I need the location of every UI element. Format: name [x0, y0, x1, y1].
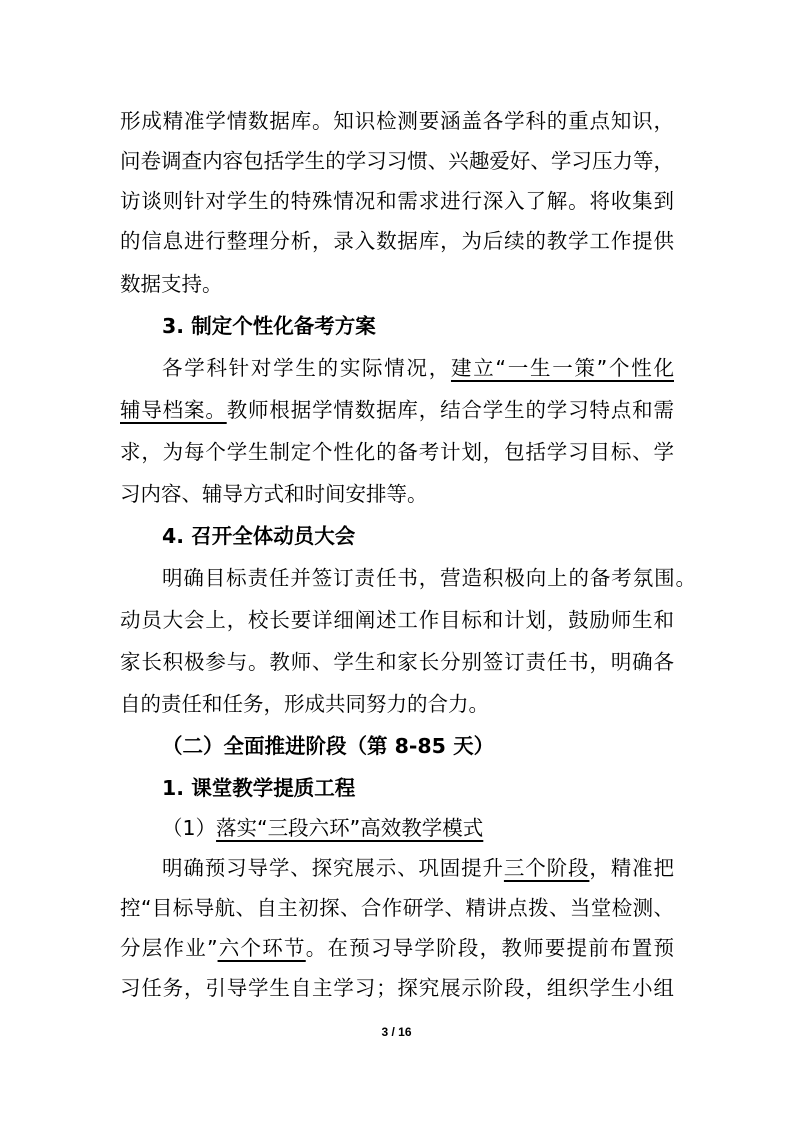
- underlined-text: 六个环节: [217, 936, 306, 960]
- heading-text: 1. 课堂教学提质工程: [162, 776, 356, 800]
- paragraph-line: [0, 642, 793, 682]
- paragraph-line: [0, 888, 793, 928]
- heading-text: 3. 制定个性化备考方案: [162, 314, 376, 338]
- paragraph-line: [0, 101, 793, 141]
- subsubsection-heading: [0, 808, 793, 848]
- paragraph-line: [0, 600, 793, 640]
- text-line: 访谈则针对学生的特殊情况和需求进行深入了解。将收集到: [120, 189, 674, 213]
- paragraph-line: [0, 558, 793, 598]
- paragraph-line: [0, 474, 793, 514]
- text-line: 习内容、辅导方式和时间安排等。: [120, 482, 428, 506]
- paragraph-line: [0, 141, 793, 181]
- text-line: 形成精准学情数据库。知识检测要涵盖各学科的重点知识，: [120, 109, 674, 133]
- paragraph-line: [0, 390, 793, 430]
- heading-text: （二）全面推进阶段（第 8-85 天）: [162, 734, 495, 758]
- text-line: 问卷调查内容包括学生的学习习惯、兴趣爱好、学习压力等，: [120, 149, 674, 173]
- text-segment: ，精准把: [589, 856, 675, 880]
- text-line: 家长积极参与。教师、学生和家长分别签订责任书，明确各: [120, 650, 674, 674]
- text-segment: 明确预习导学、探究展示、巩固提升: [162, 856, 504, 880]
- paragraph-line: [0, 181, 793, 221]
- paragraph-line: [0, 968, 793, 1008]
- text-line: 求，为每个学生制定个性化的备考计划，包括学习目标、学: [120, 440, 674, 464]
- text-line: 自的责任和任务，形成共同努力的合力。: [120, 692, 489, 716]
- paragraph-line: [0, 221, 793, 261]
- section-heading: [0, 726, 793, 766]
- heading-3: [0, 306, 793, 346]
- paragraph-line: [0, 264, 793, 304]
- paragraph-line: [0, 684, 793, 724]
- text-line: 数据支持。: [120, 272, 223, 296]
- underlined-text: 三个阶段: [503, 856, 590, 880]
- heading-number: （1）: [162, 816, 217, 840]
- text-segment: 。在预习导学阶段，教师要提前布置预: [305, 936, 675, 960]
- text-line: 的信息进行整理分析，录入数据库，为后续的教学工作提供: [120, 229, 674, 253]
- underlined-heading: 落实“三段六环”高效教学模式: [216, 816, 484, 840]
- paragraph-line: [0, 432, 793, 472]
- page-number: 3 / 16: [381, 1025, 412, 1039]
- text-line: 习任务，引导学生自主学习；探究展示阶段，组织学生小组: [120, 976, 674, 1000]
- heading-text: 4. 召开全体动员大会: [162, 524, 356, 548]
- subsection-heading: [0, 768, 793, 808]
- text-segment: 分层作业”: [120, 936, 218, 960]
- paragraph-line: [0, 928, 793, 968]
- text-line: 动员大会上，校长要详细阐述工作目标和计划，鼓励师生和: [120, 608, 674, 632]
- underlined-text: 辅导档案。: [120, 398, 227, 422]
- paragraph-line: [0, 848, 793, 888]
- text-segment: 教师根据学情数据库，结合学生的学习特点和需: [226, 398, 675, 422]
- text-line: 控“目标导航、自主初探、合作研学、精讲点拨、当堂检测、: [120, 896, 674, 920]
- heading-4: [0, 516, 793, 556]
- text-segment: 各学科针对学生的实际情况，: [162, 356, 451, 380]
- text-line: 明确目标责任并签订责任书，营造积极向上的备考氛围。: [162, 566, 696, 590]
- underlined-text: 建立“一生一策”个性化: [450, 356, 674, 380]
- paragraph-line: [0, 348, 793, 388]
